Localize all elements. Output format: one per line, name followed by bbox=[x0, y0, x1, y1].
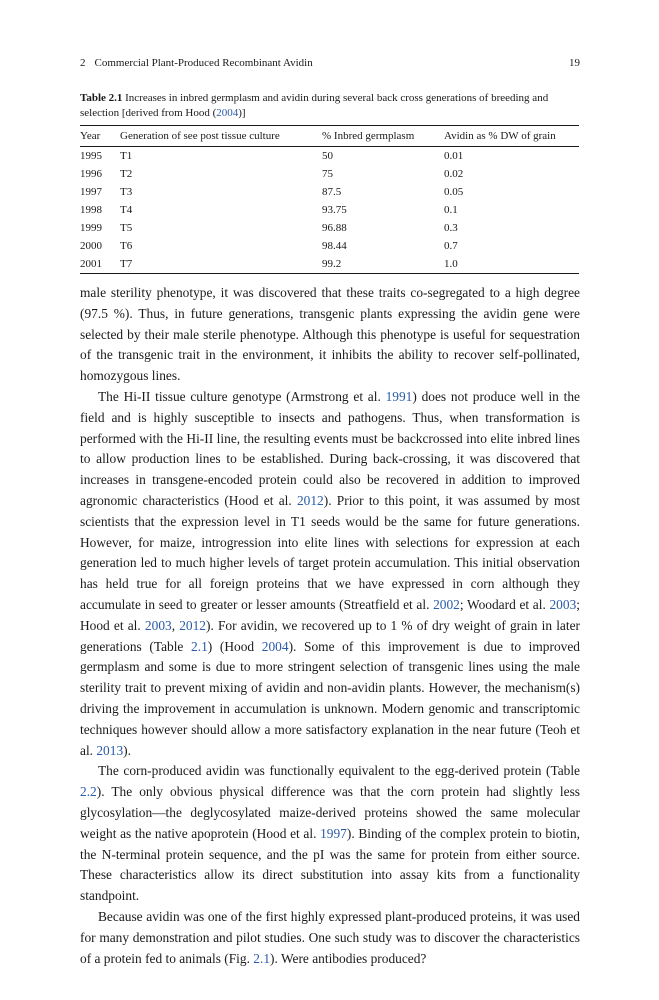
paragraph-text: ; Woodard et al. bbox=[459, 596, 550, 612]
table-row bbox=[80, 219, 579, 237]
chapter-heading bbox=[80, 57, 313, 69]
column-header-generation: Generation of see post tissue culture bbox=[120, 130, 280, 142]
citation-link[interactable]: 2003 bbox=[549, 596, 577, 612]
cell-avidin: 0.02 bbox=[444, 168, 464, 180]
paragraph-text: male sterility phenotype, it was discovered that these traits co-segregated to a high degree (97.5 %). Thus, in future generations, transgenic plants expressing the avidin gene were selected by their male sterile phenotype. Although this phenotype is useful for sequestration of the transgenic trait in the environment, it inhibits the ability to recover self-pollinated, homozygous lines. bbox=[80, 285, 580, 384]
body-paragraph bbox=[80, 283, 580, 387]
cell-generation: T3 bbox=[120, 186, 133, 198]
cell-year: 2000 bbox=[80, 240, 102, 252]
table-header-row bbox=[80, 126, 579, 147]
paragraph-text: ; Hood et al. bbox=[80, 596, 580, 633]
table-row bbox=[80, 237, 579, 255]
cell-generation: T6 bbox=[120, 240, 133, 252]
citation-link[interactable]: 2013 bbox=[96, 742, 124, 758]
citation-link[interactable]: 2.1 bbox=[253, 950, 271, 966]
cell-year: 1998 bbox=[80, 204, 102, 216]
page-number: 19 bbox=[569, 57, 580, 69]
citation-link[interactable]: 2012 bbox=[296, 492, 324, 508]
paragraph-text: ). Binding of the complex protein to biotin, the N-terminal protein sequence, and the pI was the same for protein from either source. These characteristics allow its direct substitution into assay kits from a functionality standpoint. bbox=[80, 825, 580, 904]
citation-link[interactable]: 2.2 bbox=[80, 784, 97, 800]
cell-year: 2001 bbox=[80, 258, 102, 270]
cell-year: 1997 bbox=[80, 186, 102, 198]
paragraph-text: ). For avidin, we recovered up to 1 % of dry weight of grain in later generations (Table bbox=[80, 617, 580, 654]
data-table bbox=[80, 125, 579, 274]
citation-link[interactable]: 2002 bbox=[433, 596, 460, 612]
citation-link[interactable]: 2.1 bbox=[191, 638, 208, 654]
column-header-inbred: % Inbred germplasm bbox=[322, 130, 415, 142]
body-paragraph bbox=[80, 761, 580, 907]
body-paragraph bbox=[80, 387, 580, 761]
column-header-avidin: Avidin as % DW of grain bbox=[444, 130, 556, 142]
cell-inbred: 87.5 bbox=[322, 186, 342, 198]
cell-avidin: 0.3 bbox=[444, 222, 458, 234]
chapter-title: Commercial Plant-Produced Recombinant Avidin bbox=[94, 57, 313, 69]
table-row bbox=[80, 255, 579, 274]
cell-avidin: 0.1 bbox=[444, 204, 458, 216]
cell-inbred: 50 bbox=[322, 150, 333, 162]
cell-inbred: 98.44 bbox=[322, 240, 347, 252]
chapter-number: 2 bbox=[80, 57, 86, 69]
citation-link[interactable]: 1991 bbox=[385, 388, 413, 404]
paragraph-text: ). Were antibodies produced? bbox=[270, 950, 427, 966]
paragraph-text: ). Prior to this point, it was assumed by most scientists that the expression level in T1 seeds would be the same for future generations. However, for maize, introgression into elite lines with selections for expression at each generation led to much higher levels of target protein accumulation. This initial observation has held true for all foreign proteins that we have expressed in corn although they accumulate in seed to greater or lesser amounts (Streatfield et al. bbox=[80, 492, 580, 612]
citation-link[interactable]: 2012 bbox=[179, 617, 206, 633]
cell-avidin: 0.7 bbox=[444, 240, 458, 252]
cell-generation: T2 bbox=[120, 168, 133, 180]
citation-link[interactable]: 2004 bbox=[216, 107, 239, 119]
cell-inbred: 75 bbox=[322, 168, 333, 180]
table-caption-label: Table 2.1 bbox=[80, 92, 123, 104]
citation-link[interactable]: 2004 bbox=[261, 638, 289, 654]
paragraph-text: , bbox=[171, 617, 180, 633]
table-row bbox=[80, 165, 579, 183]
paragraph-text: ). Some of this improvement is due to improved germplasm and some is due to more stringent selection of transgenic lines using the male sterility trait to prevent mixing of avidin and non-avidin plants. However, the mechanism(s) driving the improvement in accumulation is unknown. Modern genomic and transcriptomic techniques however should allow a more satisfactory explanation in the near future (Teoh et al. bbox=[80, 638, 580, 758]
paragraph-text: The Hi-II tissue culture genotype (Armstrong et al. bbox=[98, 388, 386, 404]
paragraph-text: The corn-produced avidin was functionally equivalent to the egg-derived protein (Table bbox=[98, 763, 580, 779]
table-caption-text: Increases in inbred germplasm and avidin during several back cross generations of breeding and selection [derived from Hood ( bbox=[80, 92, 549, 119]
cell-inbred: 96.88 bbox=[322, 222, 347, 234]
table-row bbox=[80, 201, 579, 219]
paragraph-text: ). bbox=[123, 742, 131, 758]
table-row bbox=[80, 147, 579, 166]
cell-generation: T1 bbox=[120, 150, 133, 162]
column-header-year: Year bbox=[80, 130, 101, 142]
cell-year: 1996 bbox=[80, 168, 102, 180]
body-text bbox=[80, 283, 580, 969]
cell-year: 1999 bbox=[80, 222, 102, 234]
cell-avidin: 0.05 bbox=[444, 186, 464, 198]
cell-generation: T7 bbox=[120, 258, 133, 270]
paragraph-text: ) (Hood bbox=[207, 638, 262, 654]
cell-generation: T5 bbox=[120, 222, 133, 234]
cell-generation: T4 bbox=[120, 204, 133, 216]
table-row bbox=[80, 183, 579, 201]
cell-inbred: 93.75 bbox=[322, 204, 347, 216]
body-paragraph bbox=[80, 907, 580, 969]
citation-link[interactable]: 2003 bbox=[144, 617, 172, 633]
cell-year: 1995 bbox=[80, 150, 102, 162]
cell-inbred: 99.2 bbox=[322, 258, 342, 270]
table-caption bbox=[80, 91, 579, 121]
cell-avidin: 1.0 bbox=[444, 258, 458, 270]
table-body bbox=[80, 147, 579, 274]
paragraph-text: ). The only obvious physical difference was that the corn protein had slightly less glycosylation—the deglycosylated maize-derived proteins showed the same molecular weight as the native apoprotein (Hood et al. bbox=[80, 784, 580, 841]
citation-link[interactable]: 1997 bbox=[320, 825, 347, 841]
running-head bbox=[80, 57, 580, 69]
paragraph-text: Because avidin was one of the first highly expressed plant-produced proteins, it was used for many demonstration and pilot studies. One such study was to discover the characteristics of a protein fed to animals (Fig. bbox=[80, 908, 580, 966]
paragraph-text: ) does not produce well in the field and is highly susceptible to insects and pathogens. Thus, when transformation is performed with the Hi-II line, the resulting events must be backcrossed into elite inbred lines to allow production lines to be established. During back-crossing, it was discovered that increases in transgene-encoded protein could also be recovered in addition to improved agronomic characteristics (Hood et al. bbox=[80, 388, 580, 508]
table-caption-end: )] bbox=[238, 107, 246, 119]
cell-avidin: 0.01 bbox=[444, 150, 464, 162]
